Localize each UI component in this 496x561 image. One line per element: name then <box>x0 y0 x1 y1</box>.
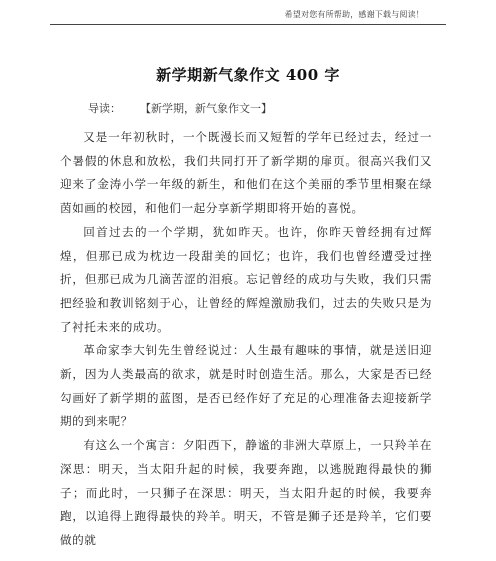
header-divider <box>50 24 446 25</box>
guide-label: 导读： <box>88 102 121 115</box>
paragraph: 又是一年初秋时，一个既漫长而又短暂的学年已经过去，经过一个暑假的休息和放松，我们共同打开了新学期的扉页。很高兴我们又迎来了金涛小学一年级的新生，和他们在这个美丽的季节里相聚在绿茵如画的校园，和他们一起分享新学期即将开始的喜悦。 <box>60 130 432 216</box>
paragraph: 有这么一个寓言：夕阳西下，静谧的非洲大草原上，一只羚羊在深思：明天，当太阳升起的时候，我要奔跑，以逃脱跑得最快的狮子；而此时，一只狮子在深思：明天，当太阳升起的时候，我要奔跑，以追得上跑得最快的羚羊。明天，不管是狮子还是羚羊，它们要做的就 <box>60 438 432 547</box>
article-body <box>60 126 432 553</box>
guide-text: 【新学期，新气象作文一】 <box>140 102 272 115</box>
guide-line <box>88 100 272 116</box>
paragraph: 回首过去的一个学期，犹如昨天。也许，你昨天曾经拥有过辉煌，但那已成为枕边一段甜美的回忆；也许，我们也曾经遭受过挫折，但那已成为几滴苦涩的泪痕。忘记曾经的成功与失败，我们只需把经验和教训铭刻于心，让曾经的辉煌激励我们，过去的失败只是为了衬托未来的成功。 <box>60 224 432 334</box>
document-title: 新学期新气象作文 400 字 <box>156 66 340 84</box>
paragraph: 革命家李大钊先生曾经说过：人生最有趣味的事情，就是送旧迎新，因为人类最高的欲求，就是时时创造生活。那么，大家是否已经勾画好了新学期的蓝图，是否已经作好了充足的心理准备去迎接新学期的到来呢？ <box>60 343 432 429</box>
header-note: 希望对您有所帮助，感谢下载与阅读！ <box>284 10 424 19</box>
